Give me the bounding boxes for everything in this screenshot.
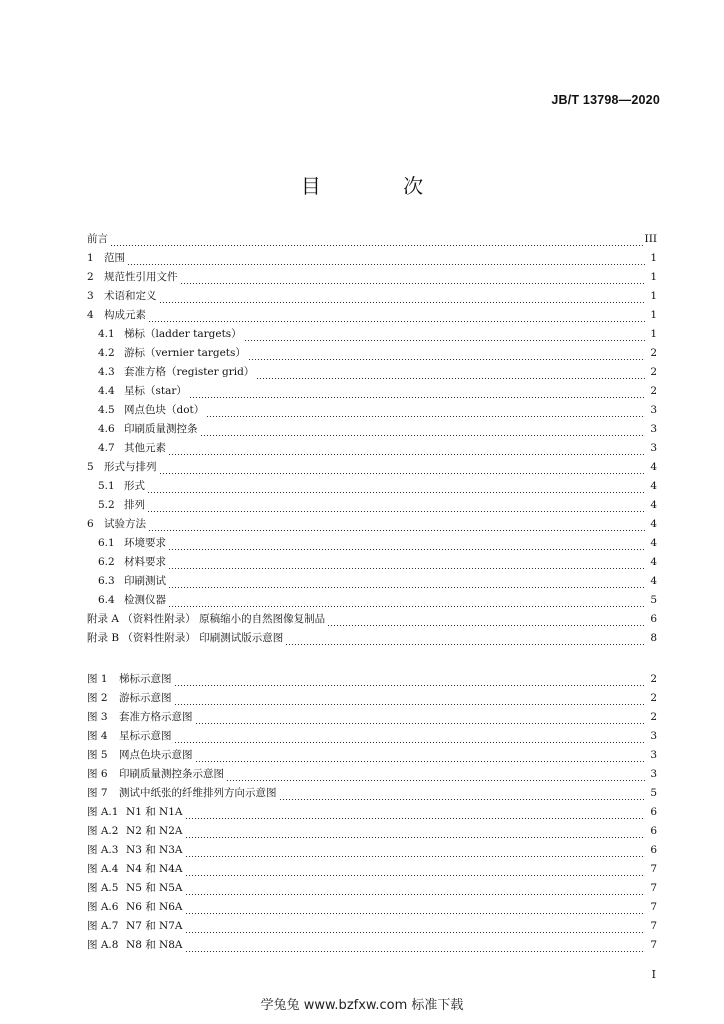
list-of-figures	[87, 671, 657, 956]
dot-leader	[110, 245, 643, 246]
figure-entry[interactable]	[87, 747, 657, 766]
entry-number: 4	[87, 309, 94, 321]
dot-leader	[148, 530, 645, 531]
toc-entry[interactable]	[87, 307, 657, 326]
entry-label: 星标（star）	[124, 385, 187, 397]
entry-number: 5.2	[98, 499, 115, 511]
toc-entry[interactable]	[87, 478, 657, 497]
dot-leader	[127, 264, 645, 265]
entry-number: 6.1	[98, 537, 115, 549]
figure-entry[interactable]	[87, 880, 657, 899]
figure-entry[interactable]	[87, 823, 657, 842]
entry-number: 图 A.7	[87, 920, 119, 932]
entry-label: 检测仪器	[124, 594, 166, 606]
entry-page: 2	[650, 385, 657, 397]
entry-page: 5	[650, 594, 657, 606]
entry-label: 网点色块示意图	[119, 749, 193, 761]
entry-page: 1	[650, 271, 657, 283]
figure-entry[interactable]	[87, 690, 657, 709]
entry-number: 图 1	[87, 673, 108, 685]
toc-entry[interactable]	[87, 250, 657, 269]
toc-entry[interactable]	[87, 231, 657, 250]
dot-leader	[174, 742, 646, 743]
toc-entry[interactable]	[87, 516, 657, 535]
toc-entry[interactable]	[87, 326, 657, 345]
figure-entry[interactable]	[87, 709, 657, 728]
entry-label: N4 和 N4A	[126, 863, 183, 875]
entry-label: 测试中纸张的纤维排列方向示意图	[119, 787, 277, 799]
dot-leader	[174, 704, 646, 705]
entry-number: 5	[87, 461, 94, 473]
entry-label: 附录 A （资料性附录） 原稿缩小的自然图像复制品	[87, 613, 326, 625]
dot-leader	[168, 568, 645, 569]
entry-label: 形式与排列	[104, 461, 157, 473]
entry-label: N3 和 N3A	[126, 844, 183, 856]
entry-page: 3	[650, 423, 657, 435]
entry-label: 术语和定义	[104, 290, 157, 302]
figure-entry[interactable]	[87, 861, 657, 880]
entry-label: 附录 B （资料性附录） 印刷测试版示意图	[87, 632, 284, 644]
entry-label: 套准方格（register grid）	[124, 366, 255, 378]
dot-leader	[185, 894, 646, 895]
figure-entry[interactable]	[87, 785, 657, 804]
entry-number: 4.6	[98, 423, 115, 435]
entry-page: 7	[650, 920, 657, 932]
entry-label: 试验方法	[104, 518, 146, 530]
entry-label: 网点色块（dot）	[124, 404, 205, 416]
dot-leader	[159, 473, 646, 474]
entry-label: 前言	[87, 233, 108, 245]
entry-page: 3	[650, 768, 657, 780]
figure-entry[interactable]	[87, 728, 657, 747]
entry-number: 图 2	[87, 692, 108, 704]
entry-number: 图 5	[87, 749, 108, 761]
entry-label: 范围	[104, 252, 125, 264]
entry-number: 图 A.8	[87, 939, 119, 951]
dot-leader	[185, 837, 646, 838]
entry-page: 4	[650, 575, 657, 587]
dot-leader	[185, 875, 646, 876]
entry-page: 3	[650, 442, 657, 454]
entry-label: N2 和 N2A	[126, 825, 183, 837]
entry-label: N8 和 N8A	[126, 939, 183, 951]
entry-page: 6	[650, 844, 657, 856]
dot-leader	[206, 416, 645, 417]
dot-leader	[168, 454, 645, 455]
entry-page: 2	[650, 711, 657, 723]
entry-number: 图 A.6	[87, 901, 119, 913]
toc-entry[interactable]	[87, 269, 657, 288]
entry-number: 4.4	[98, 385, 115, 397]
toc-entry[interactable]	[87, 364, 657, 383]
entry-label: 规范性引用文件	[104, 271, 178, 283]
entry-page: 2	[650, 347, 657, 359]
entry-number: 图 A.3	[87, 844, 119, 856]
entry-label: 梯标示意图	[119, 673, 172, 685]
dot-leader	[185, 951, 646, 952]
entry-number: 图 A.2	[87, 825, 119, 837]
dot-leader	[185, 818, 646, 819]
dot-leader	[185, 913, 646, 914]
toc-entry[interactable]	[87, 630, 657, 649]
dot-leader	[226, 780, 645, 781]
toc-entry[interactable]	[87, 440, 657, 459]
dot-leader	[256, 378, 645, 379]
entry-label: 环境要求	[124, 537, 166, 549]
entry-number: 6.2	[98, 556, 115, 568]
entry-number: 图 7	[87, 787, 108, 799]
entry-page: 3	[650, 749, 657, 761]
entry-page: 3	[650, 730, 657, 742]
entry-page: 7	[650, 901, 657, 913]
entry-label: 形式	[124, 480, 145, 492]
entry-label: 排列	[124, 499, 145, 511]
toc-entry[interactable]	[87, 459, 657, 478]
page-title: 目 次	[300, 174, 462, 198]
entry-page: 4	[650, 518, 657, 530]
toc-entry[interactable]	[87, 535, 657, 554]
entry-label: 星标示意图	[119, 730, 172, 742]
entry-number: 4.7	[98, 442, 115, 454]
dot-leader	[200, 435, 646, 436]
dot-leader	[327, 625, 645, 626]
figure-entry[interactable]	[87, 671, 657, 690]
toc-entry[interactable]	[87, 421, 657, 440]
entry-label: 构成元素	[104, 309, 146, 321]
dot-leader	[279, 799, 646, 800]
entry-page: 2	[650, 366, 657, 378]
dot-leader	[148, 321, 645, 322]
entry-number: 3	[87, 290, 94, 302]
toc-entry[interactable]	[87, 383, 657, 402]
figure-entry[interactable]	[87, 937, 657, 956]
dot-leader	[168, 549, 645, 550]
entry-page: 1	[650, 290, 657, 302]
entry-page: 3	[650, 404, 657, 416]
figure-entry[interactable]	[87, 842, 657, 861]
entry-page: 8	[650, 632, 657, 644]
dot-leader	[180, 283, 646, 284]
entry-label: N5 和 N5A	[126, 882, 183, 894]
entry-number: 图 A.5	[87, 882, 119, 894]
entry-number: 4.2	[98, 347, 115, 359]
entry-label: 游标示意图	[119, 692, 172, 704]
toc-entry[interactable]	[87, 554, 657, 573]
figure-entry[interactable]	[87, 899, 657, 918]
entry-page: 4	[650, 537, 657, 549]
entry-number: 图 A.1	[87, 806, 119, 818]
entry-page: 2	[650, 692, 657, 704]
entry-number: 1	[87, 252, 94, 264]
dot-leader	[168, 606, 645, 607]
dot-leader	[189, 397, 645, 398]
toc-entry[interactable]	[87, 592, 657, 611]
entry-page: 1	[650, 328, 657, 340]
entry-label: 游标（vernier targets）	[124, 347, 246, 359]
entry-page: 4	[650, 480, 657, 492]
entry-number: 6.4	[98, 594, 115, 606]
dot-leader	[195, 761, 646, 762]
entry-number: 图 4	[87, 730, 108, 742]
entry-label: 梯标（ladder targets）	[124, 328, 242, 340]
entry-number: 6.3	[98, 575, 115, 587]
toc-entry[interactable]	[87, 345, 657, 364]
entry-number: 5.1	[98, 480, 115, 492]
toc-entry[interactable]	[87, 288, 657, 307]
entry-number: 图 3	[87, 711, 108, 723]
entry-page: 1	[650, 252, 657, 264]
toc-entry[interactable]	[87, 611, 657, 630]
entry-number: 2	[87, 271, 94, 283]
entry-page: 4	[650, 461, 657, 473]
toc-entry[interactable]	[87, 402, 657, 421]
entry-number: 4.3	[98, 366, 115, 378]
page-number: I	[651, 968, 656, 981]
entry-page: 6	[650, 613, 657, 625]
entry-number: 图 A.4	[87, 863, 119, 875]
entry-page: 7	[650, 863, 657, 875]
toc-entry[interactable]	[87, 497, 657, 516]
entry-label: 套准方格示意图	[119, 711, 193, 723]
entry-label: 印刷质量测控条示意图	[119, 768, 224, 780]
dot-leader	[168, 587, 645, 588]
entry-page: 6	[650, 806, 657, 818]
entry-label: 印刷测试	[124, 575, 166, 587]
watermark-text: 学兔兔 www.bzfxw.com 标准下载	[260, 998, 464, 1013]
dot-leader	[147, 492, 645, 493]
figure-entry[interactable]	[87, 804, 657, 823]
entry-label: N7 和 N7A	[126, 920, 183, 932]
entry-page: III	[644, 233, 657, 245]
entry-number: 4.5	[98, 404, 115, 416]
entry-page: 4	[650, 499, 657, 511]
dot-leader	[174, 685, 646, 686]
table-of-contents	[87, 231, 657, 649]
entry-number: 4.1	[98, 328, 115, 340]
entry-label: N1 和 N1A	[126, 806, 183, 818]
dot-leader	[285, 644, 645, 645]
dot-leader	[147, 511, 645, 512]
entry-page: 4	[650, 556, 657, 568]
standard-number: JB/T 13798—2020	[551, 93, 660, 107]
entry-label: 材料要求	[124, 556, 166, 568]
dot-leader	[159, 302, 646, 303]
toc-entry[interactable]	[87, 573, 657, 592]
figure-entry[interactable]	[87, 766, 657, 785]
figure-entry[interactable]	[87, 918, 657, 937]
dot-leader	[185, 932, 646, 933]
dot-leader	[244, 340, 645, 341]
dot-leader	[195, 723, 646, 724]
entry-page: 7	[650, 882, 657, 894]
entry-label: N6 和 N6A	[126, 901, 183, 913]
dot-leader	[185, 856, 646, 857]
entry-page: 1	[650, 309, 657, 321]
entry-number: 6	[87, 518, 94, 530]
entry-page: 6	[650, 825, 657, 837]
entry-page: 7	[650, 939, 657, 951]
entry-label: 其他元素	[124, 442, 166, 454]
entry-number: 图 6	[87, 768, 108, 780]
entry-label: 印刷质量测控条	[124, 423, 198, 435]
dot-leader	[248, 359, 645, 360]
entry-page: 2	[650, 673, 657, 685]
entry-page: 5	[650, 787, 657, 799]
